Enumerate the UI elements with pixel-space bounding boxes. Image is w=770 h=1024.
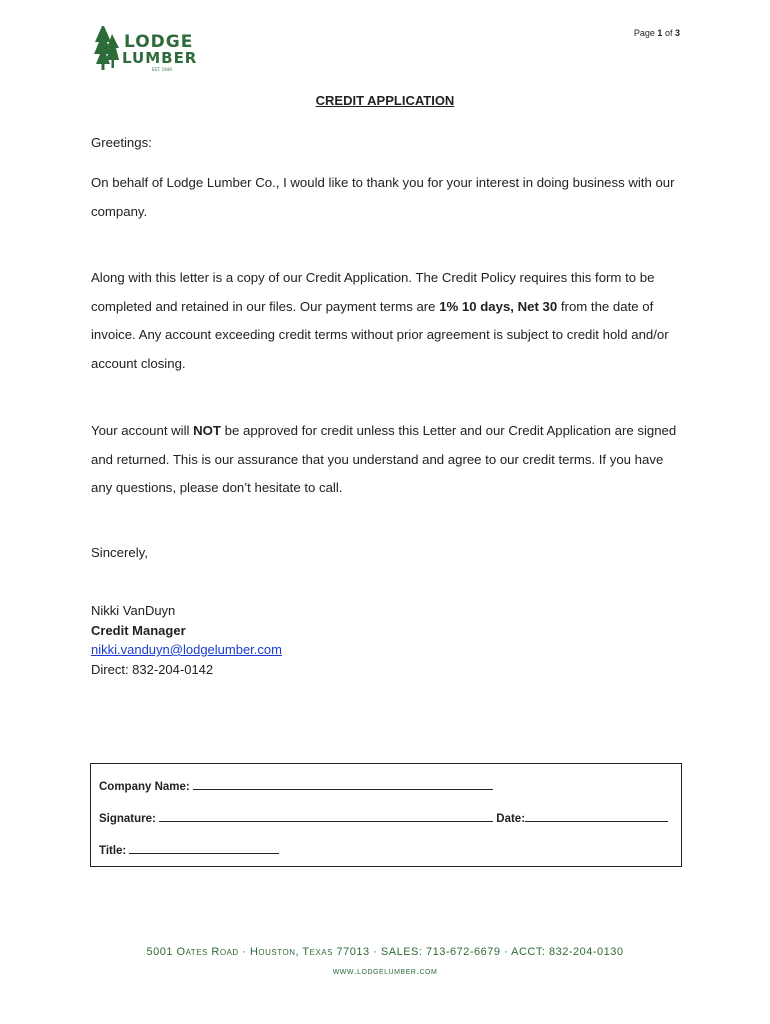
- page-prefix: Page: [633, 28, 655, 38]
- page-total: 3: [674, 28, 680, 38]
- tree-logo-icon: [92, 22, 222, 74]
- document-title: CREDIT APPLICATION: [315, 93, 455, 108]
- approval-bold: NOT: [193, 423, 221, 438]
- date-label: Date:: [496, 813, 526, 825]
- approval-text-1: Your account will: [91, 423, 194, 438]
- logo-word-1: LODGE: [124, 32, 194, 52]
- closing: Sincerely,: [91, 545, 148, 560]
- footer-website[interactable]: www.lodgelumber.com: [332, 966, 438, 977]
- signature-input[interactable]: [159, 810, 493, 822]
- company-name-label: Company Name:: [99, 781, 190, 793]
- greeting: Greetings:: [91, 135, 152, 150]
- paragraph-intro: On behalf of Lodge Lumber Co., I would like to thank you for your interest in doing business with our company.: [91, 175, 675, 219]
- paragraph-terms: [91, 264, 681, 378]
- title-field: [99, 842, 279, 857]
- approval-text-2: be approved for credit unless this Letter and our Credit Application are signed and returned. This is our assurance that you understand and agree to our credit terms. If you have any questions, please don’t hesitate to call.: [91, 423, 677, 495]
- footer-address: 5001 Oates Road · Houston, Texas 77013 · SALES: 713-672-6679 · ACCT: 832-204-0130: [146, 946, 624, 958]
- signature-field: [99, 810, 668, 825]
- date-input[interactable]: [525, 810, 668, 822]
- company-name-field: [99, 778, 493, 793]
- signature-label: Signature:: [99, 813, 156, 825]
- page-current: 1: [657, 28, 663, 38]
- logo-word-2: LUMBER: [122, 49, 198, 67]
- acknowledgement-form: [90, 763, 682, 867]
- logo-est: EST. 1949: [152, 67, 172, 72]
- title-input[interactable]: [129, 842, 279, 854]
- signer-name: Nikki VanDuyn: [91, 603, 176, 618]
- terms-bold: 1% 10 days, Net 30: [439, 298, 558, 314]
- page-indicator: [634, 28, 680, 38]
- terms-text-1: Along with this letter is a copy of our Credit Application. The Credit Policy requires this form to be completed and retained in our files. Our payment terms are: [91, 270, 655, 314]
- title-label: Title:: [99, 845, 127, 857]
- terms-text-2: from the date of invoice. Any account exceeding credit terms without prior agreement is subject to credit hold and/or account closing.: [91, 298, 669, 371]
- paragraph-approval: [91, 417, 681, 503]
- signature-block: [91, 601, 282, 679]
- signer-role: Credit Manager: [91, 622, 186, 638]
- signer-phone: Direct: 832-204-0142: [91, 661, 214, 677]
- page-of: of: [664, 28, 673, 38]
- signer-email-link[interactable]: nikki.vanduyn@lodgelumber.com: [91, 642, 282, 657]
- company-name-input[interactable]: [193, 778, 493, 790]
- company-logo: [92, 22, 222, 74]
